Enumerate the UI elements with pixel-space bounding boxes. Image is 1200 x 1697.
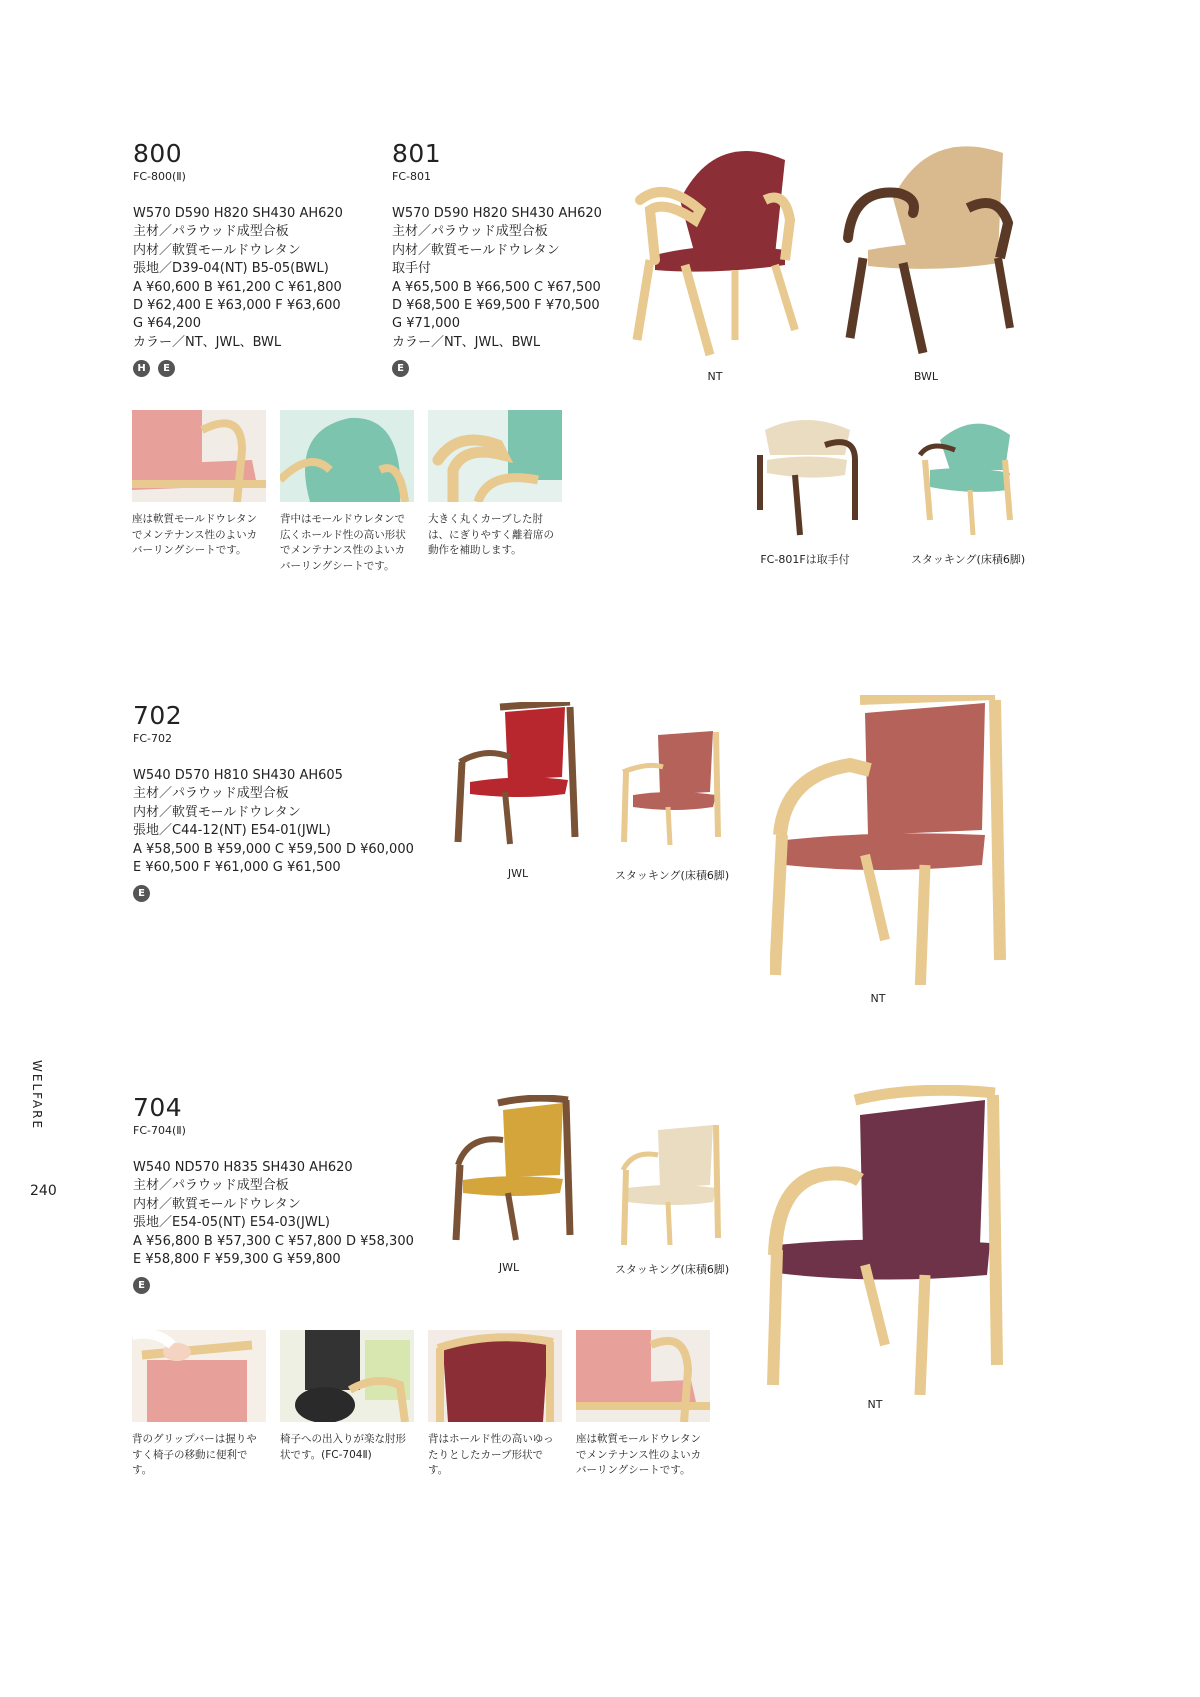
chair-702-nt-photo — [770, 695, 1010, 985]
spec-line: A ¥58,500 B ¥59,000 C ¥59,500 D ¥60,000 — [133, 841, 414, 857]
e-badge-icon: E — [133, 1277, 150, 1294]
spec-line: W570 D590 H820 SH430 AH620 — [133, 206, 343, 221]
spec-line: 取手付 — [392, 261, 432, 277]
spec-line: 張地／C44-12(NT) E54-01(JWL) — [133, 823, 331, 839]
product-801 — [392, 139, 602, 377]
chair-702-stacking-photo — [618, 727, 728, 847]
color-label-bwl: BWL — [913, 370, 939, 383]
feature-caption: 背はホールド性の高いゆったりとしたカーブ形状です。 — [428, 1433, 554, 1476]
feature-caption: 座は軟質モールドウレタンでメンテナンス性のよいカバーリングシートです。 — [132, 513, 258, 556]
color-label-nt: NT — [867, 1398, 883, 1411]
spec-line: D ¥62,400 E ¥63,000 F ¥63,600 — [133, 297, 341, 313]
chair-stacking-photo — [915, 415, 1025, 540]
caption-stacking: スタッキング(床積6脚) — [614, 1263, 730, 1276]
chair-704-stacking-photo — [618, 1120, 728, 1250]
spec-line: A ¥60,600 B ¥61,200 C ¥61,800 — [133, 279, 342, 295]
spec-line: W540 ND570 H835 SH430 AH620 — [133, 1160, 353, 1175]
spec-line: 張地／D39-04(NT) B5-05(BWL) — [133, 261, 329, 277]
spec-line: カラー／NT、JWL、BWL — [392, 334, 541, 350]
feature-armrest-shape — [280, 1330, 415, 1463]
feature-grip-bar — [132, 1330, 267, 1479]
back-detail-photo — [280, 410, 414, 502]
color-label-jwl: JWL — [498, 1261, 520, 1274]
feature-caption: 座は軟質モールドウレタンでメンテナンス性のよいカバーリングシートです。 — [576, 1433, 702, 1476]
spec-line: 張地／E54-05(NT) E54-03(JWL) — [133, 1215, 330, 1231]
spec-line: A ¥56,800 B ¥57,300 C ¥57,800 D ¥58,300 — [133, 1233, 414, 1249]
product-code: FC-704(Ⅱ) — [133, 1124, 186, 1137]
spec-line: W540 D570 H810 SH430 AH605 — [133, 768, 343, 783]
spec-line: G ¥64,200 — [133, 316, 201, 332]
product-800 — [133, 139, 343, 377]
caption-801f: FC-801Fは取手付 — [760, 553, 850, 566]
caption-stacking: スタッキング(床積6脚) — [910, 553, 1026, 566]
seat-detail-photo — [132, 410, 266, 502]
feature-caption: 大きく丸くカーブした肘は、にぎりやすく離着席の動作を補助します。 — [428, 513, 554, 556]
spec-list — [133, 1159, 414, 1269]
feature-back — [280, 410, 415, 574]
spec-line: 主材／パラウッド成型合板 — [133, 224, 289, 240]
e-badge-icon: E — [133, 885, 150, 902]
chair-702-jwl-photo — [450, 702, 580, 847]
feature-caption: 椅子への出入りが楽な肘形状です。(FC-704Ⅱ) — [280, 1433, 406, 1461]
spec-line: E ¥60,500 F ¥61,000 G ¥61,500 — [133, 859, 341, 875]
seat-cover-photo — [576, 1330, 710, 1422]
spec-line: 内材／軟質モールドウレタン — [133, 1196, 301, 1212]
product-704 — [133, 1093, 414, 1294]
e-badge-icon: E — [158, 360, 175, 377]
arm-detail-photo — [428, 410, 562, 502]
spec-line: W570 D590 H820 SH430 AH620 — [392, 206, 602, 221]
chair-801-bwl-photo — [838, 138, 1018, 358]
h-badge-icon: H — [133, 360, 150, 377]
color-label-nt: NT — [707, 370, 723, 383]
feature-caption: 背中はモールドウレタンで広くホールド性の高い形状でメンテナンス性のよいカバーリングシートです。 — [280, 513, 406, 572]
spec-line: 内材／軟質モールドウレタン — [133, 804, 301, 820]
spec-line: 主材／パラウッド成型合板 — [133, 1178, 289, 1194]
spec-line: 主材／パラウッド成型合板 — [133, 786, 289, 802]
feature-seat — [132, 410, 267, 559]
spec-line: 主材／パラウッド成型合板 — [392, 224, 548, 240]
spec-line: カラー／NT、JWL、BWL — [133, 334, 282, 350]
back-curve-photo — [428, 1330, 562, 1422]
chair-800-nt-photo — [625, 140, 805, 360]
feature-arm — [428, 410, 563, 559]
feature-back-curve — [428, 1330, 563, 1479]
spec-line: 内材／軟質モールドウレタン — [133, 242, 301, 258]
caption-stacking: スタッキング(床積6脚) — [614, 869, 730, 882]
spec-list — [392, 205, 602, 352]
chair-704-jwl-photo — [448, 1095, 578, 1245]
e-badge-icon: E — [392, 360, 409, 377]
product-code: FC-800(Ⅱ) — [133, 170, 186, 183]
armrest-shape-photo — [280, 1330, 414, 1422]
spec-line: D ¥68,500 E ¥69,500 F ¥70,500 — [392, 297, 600, 313]
spec-line: G ¥71,000 — [392, 316, 460, 332]
color-label-nt: NT — [870, 992, 886, 1005]
page-number: 240 — [30, 1183, 57, 1199]
model-number: 800 — [133, 139, 183, 168]
spec-list — [133, 767, 414, 877]
section-label: WELFARE — [30, 1060, 44, 1131]
model-number: 801 — [392, 139, 442, 168]
spec-list — [133, 205, 343, 352]
chair-704-nt-photo — [765, 1085, 1010, 1395]
spec-line: A ¥65,500 B ¥66,500 C ¥67,500 — [392, 279, 601, 295]
feature-caption: 背のグリップバーは握りやすく椅子の移動に便利です。 — [132, 1433, 257, 1476]
chair-801f-photo — [755, 415, 865, 540]
model-number: 704 — [133, 1093, 183, 1122]
product-702 — [133, 701, 414, 902]
feature-seat-cover — [576, 1330, 711, 1479]
product-code: FC-702 — [133, 732, 172, 745]
spec-line: E ¥58,800 F ¥59,300 G ¥59,800 — [133, 1251, 341, 1267]
color-label-jwl: JWL — [507, 867, 529, 880]
model-number: 702 — [133, 701, 183, 730]
spec-line: 内材／軟質モールドウレタン — [392, 242, 560, 258]
grip-bar-photo — [132, 1330, 266, 1422]
product-code: FC-801 — [392, 170, 431, 183]
